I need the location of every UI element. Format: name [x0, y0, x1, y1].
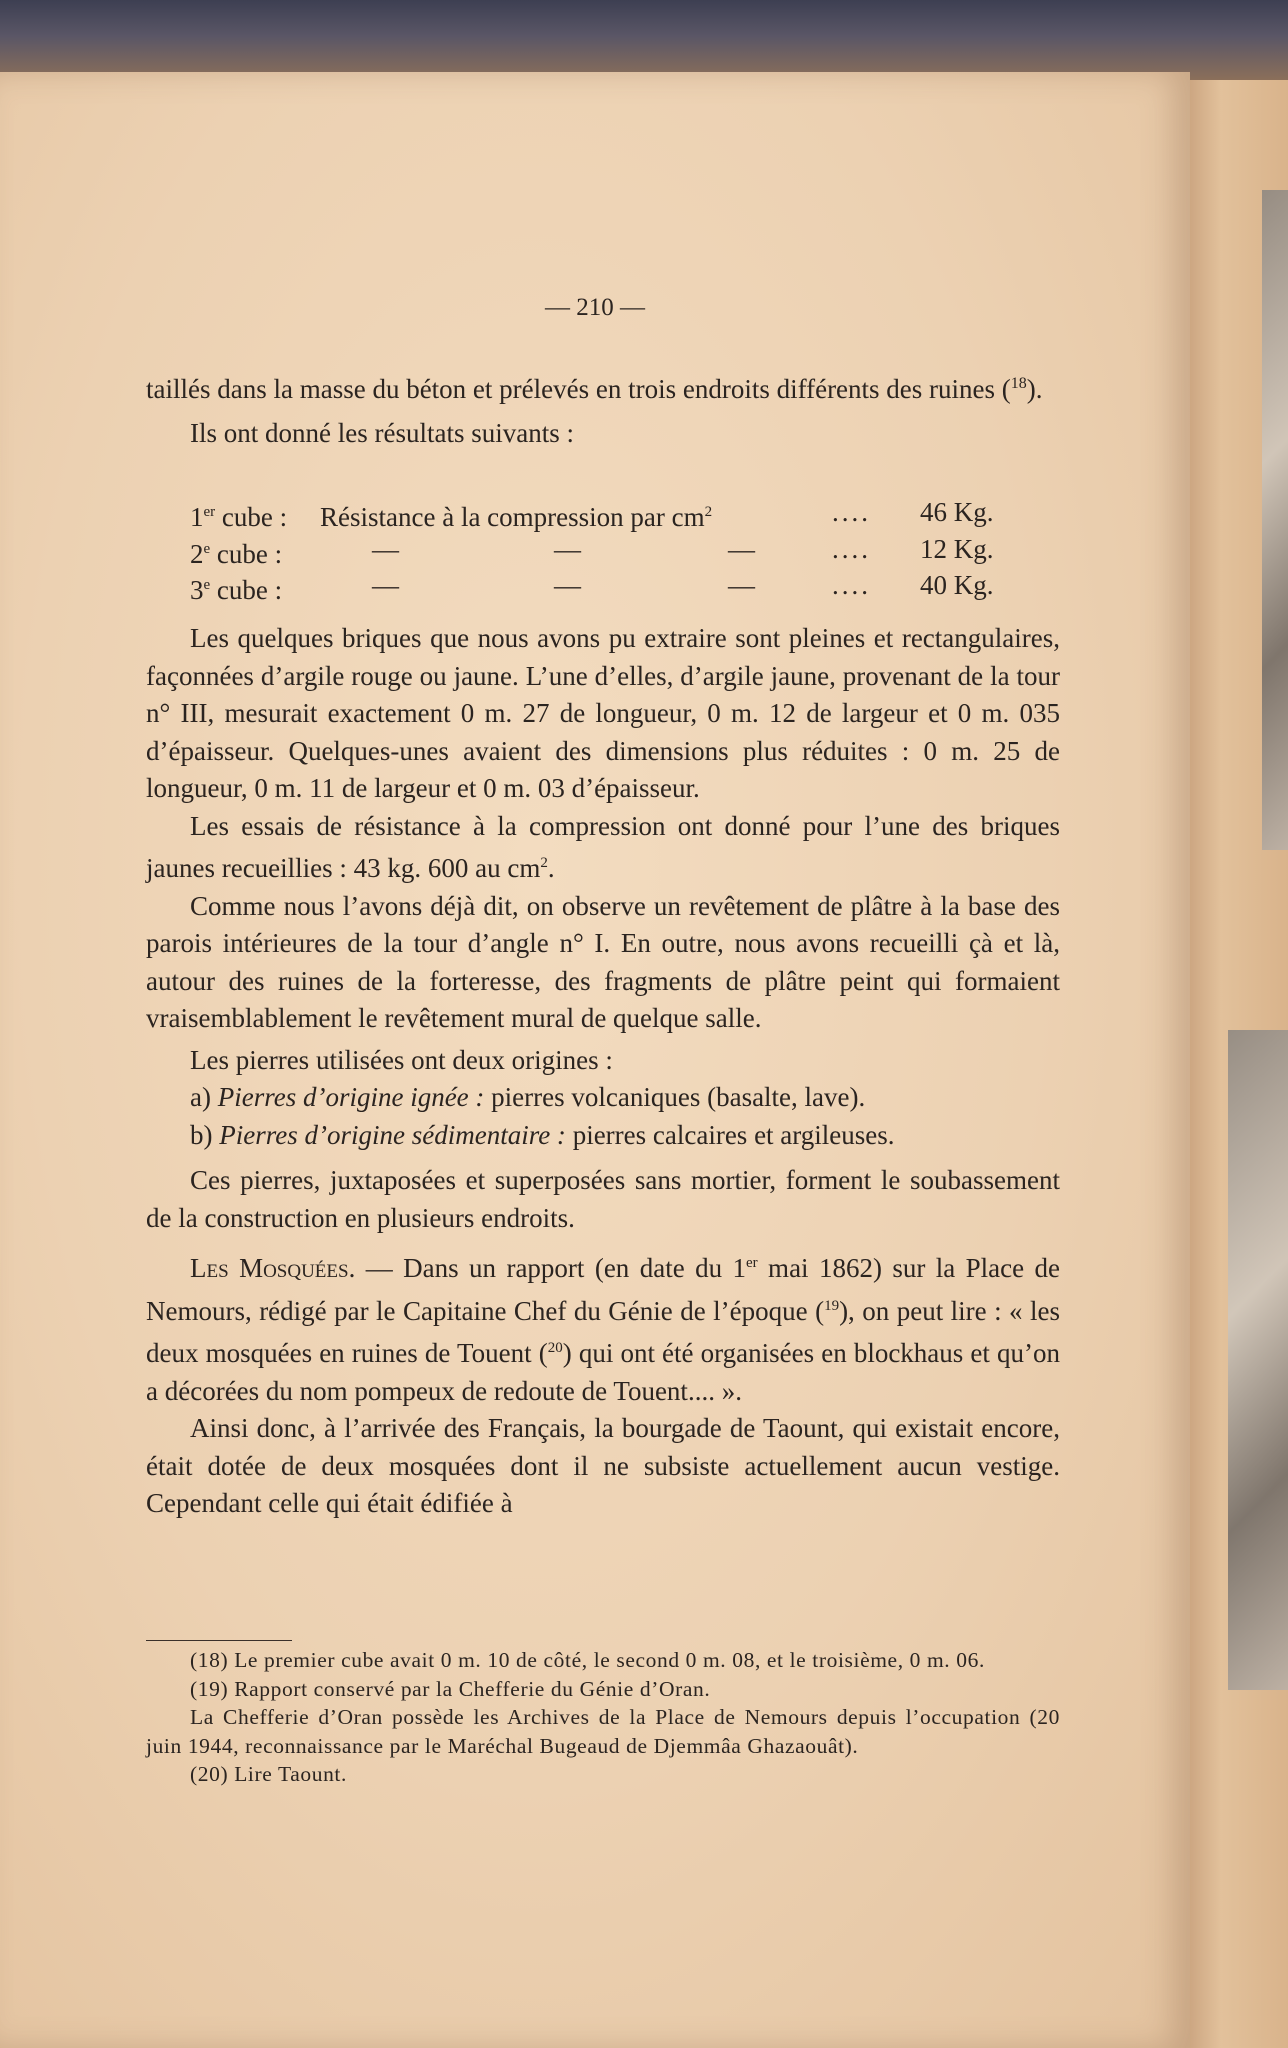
- results-table: [190, 494, 1020, 604]
- ditto-dash: —: [372, 533, 399, 564]
- intro-text-end: ).: [1026, 374, 1043, 404]
- top-shadow: [0, 0, 1288, 80]
- intro-text: taillés dans la masse du béton et prélevés en trois endroits différents des ruines (: [146, 374, 1011, 404]
- compression-end: .: [547, 853, 555, 883]
- footnote-rule: [146, 1640, 292, 1641]
- ditto-dash: —: [728, 533, 755, 564]
- mosques-text: ), on peut lire : « les deux mosquées en ruines de Touent (: [146, 1295, 1060, 1368]
- adjacent-photo-plate: [1262, 190, 1288, 850]
- superscript: er: [746, 1255, 758, 1271]
- cube-label: 3e cube :: [190, 575, 283, 605]
- adjacent-photo-plate: [1228, 1030, 1288, 1690]
- result-row: [190, 494, 1020, 531]
- footnote-19: (19) Rapport conservé par la Chefferie du Génie d’Oran.: [190, 1676, 711, 1701]
- stones-item-b: [146, 1117, 1060, 1155]
- result-description: Résistance à la compression par $cm^2$: [320, 502, 713, 532]
- list-text: pierres calcaires et argileuses.: [565, 1119, 895, 1150]
- list-letter: a): [190, 1082, 218, 1112]
- result-row: [190, 567, 1020, 604]
- mosques-text: ) qui ont été organisées en blockhaus et qu’on a décorées du nom pompeux de redoute de Touent.... ».: [146, 1338, 1061, 1406]
- main-body: [146, 620, 1060, 1523]
- footnotes: [146, 1646, 1060, 1789]
- stones-foundation-paragraph: Ces pierres, juxtaposées et superposées sans mortier, forment le soubassement de la construction en plusieurs endroits.: [146, 1165, 1060, 1233]
- intro-paragraph: [146, 365, 1060, 452]
- page-number: — 210 —: [545, 294, 645, 321]
- ditto-dash: —: [728, 570, 755, 600]
- arrival-paragraph: Ainsi donc, à l’arrivée des Français, la bourgade de Taount, qui existait encore, était dotée de deux mosquées dont il ne subsiste actuellement aucun vestige. Cependant celle qui était édifiée à: [146, 1413, 1060, 1518]
- superscript: 2: [540, 855, 548, 871]
- plaster-paragraph: Comme nous l’avons déjà dit, on observe un revêtement de plâtre à la base des parois intérieures de la tour d’angle n° I. En outre, nous avons recueilli çà et là, autour des ruines de la forteresse, des fragments de plâtre peint qui formaient vraisemblablement le revêtement mural de quelque salle.: [146, 890, 1060, 1033]
- mosques-text: — Dans un rapport (en date du 1: [355, 1253, 746, 1283]
- footnote-ref-20[interactable]: 20: [547, 1340, 563, 1356]
- list-term: Pierres d’origine ignée :: [217, 1082, 485, 1112]
- cube-label: 1er cube :: [190, 502, 288, 532]
- footnote-20: (20) Lire Taount.: [190, 1762, 347, 1786]
- result-value: 46 Kg.: [920, 497, 994, 527]
- stones-intro: Les pierres utilisées ont deux origines :: [190, 1044, 613, 1075]
- leader-dots: ....: [832, 533, 871, 564]
- leader-dots: ....: [832, 570, 871, 600]
- bricks-paragraph: Les quelques briques que nous avons pu extraire sont pleines et rectangulaires, façonnées d’argile rouge ou jaune. L’une d’elles, d’argile jaune, provenant de la tour n° III, mesurait exactement 0 m. 27 de longueur, 0 m. 12 de largeur et 0 m. 035 d’épaisseur. Quelques-unes avaient des dimensions plus réduites : 0 m. 25 de longueur, 0 m. 11 de largeur et 0 m. 03 d’épaisseur.: [146, 623, 1060, 803]
- compression-text: Les essais de résistance à la compression ont donné pour l’une des briques jaunes recueillies : 43 kg. 600 au cm: [146, 810, 1060, 883]
- mosques-paragraph: [146, 1245, 1060, 1410]
- cube-label: 2e cube :: [190, 538, 283, 569]
- footnote-ref-18[interactable]: 18: [1010, 375, 1027, 392]
- list-letter: b): [190, 1119, 220, 1150]
- list-term: Pierres d’origine sédimentaire :: [219, 1119, 566, 1150]
- stones-item-a: [146, 1079, 1060, 1117]
- ditto-dash: —: [554, 570, 581, 600]
- mosques-text: mai 1862) sur la Place de Nemours, rédigé par le Capitaine Chef du Génie de l’époque (: [146, 1253, 1061, 1326]
- result-value: 40 Kg.: [920, 570, 994, 600]
- footnote-ref-19[interactable]: 19: [824, 1297, 840, 1314]
- compression-paragraph: [146, 808, 1060, 888]
- section-heading-mosques: Les Mosquées.: [190, 1253, 356, 1283]
- ditto-dash: —: [554, 533, 581, 564]
- result-value: 12 Kg.: [920, 533, 994, 564]
- list-text: pierres volcaniques (basalte, lave).: [484, 1082, 866, 1112]
- results-intro: Ils ont donné les résultats suivants :: [190, 417, 574, 448]
- result-row: [190, 531, 1020, 568]
- leader-dots: ....: [832, 497, 871, 527]
- footnote-18: (18) Le premier cube avait 0 m. 10 de côté, le second 0 m. 08, et le troisième, 0 m. 06.: [190, 1648, 985, 1672]
- footnote-19-extra: La Chefferie d’Oran possède les Archives de la Place de Nemours depuis l’occupation (20 juin 1944, reconnaissance par le Maréchal Bugeaud de Djemmâa Ghazaouât).: [146, 1705, 1060, 1758]
- ditto-dash: —: [372, 570, 399, 600]
